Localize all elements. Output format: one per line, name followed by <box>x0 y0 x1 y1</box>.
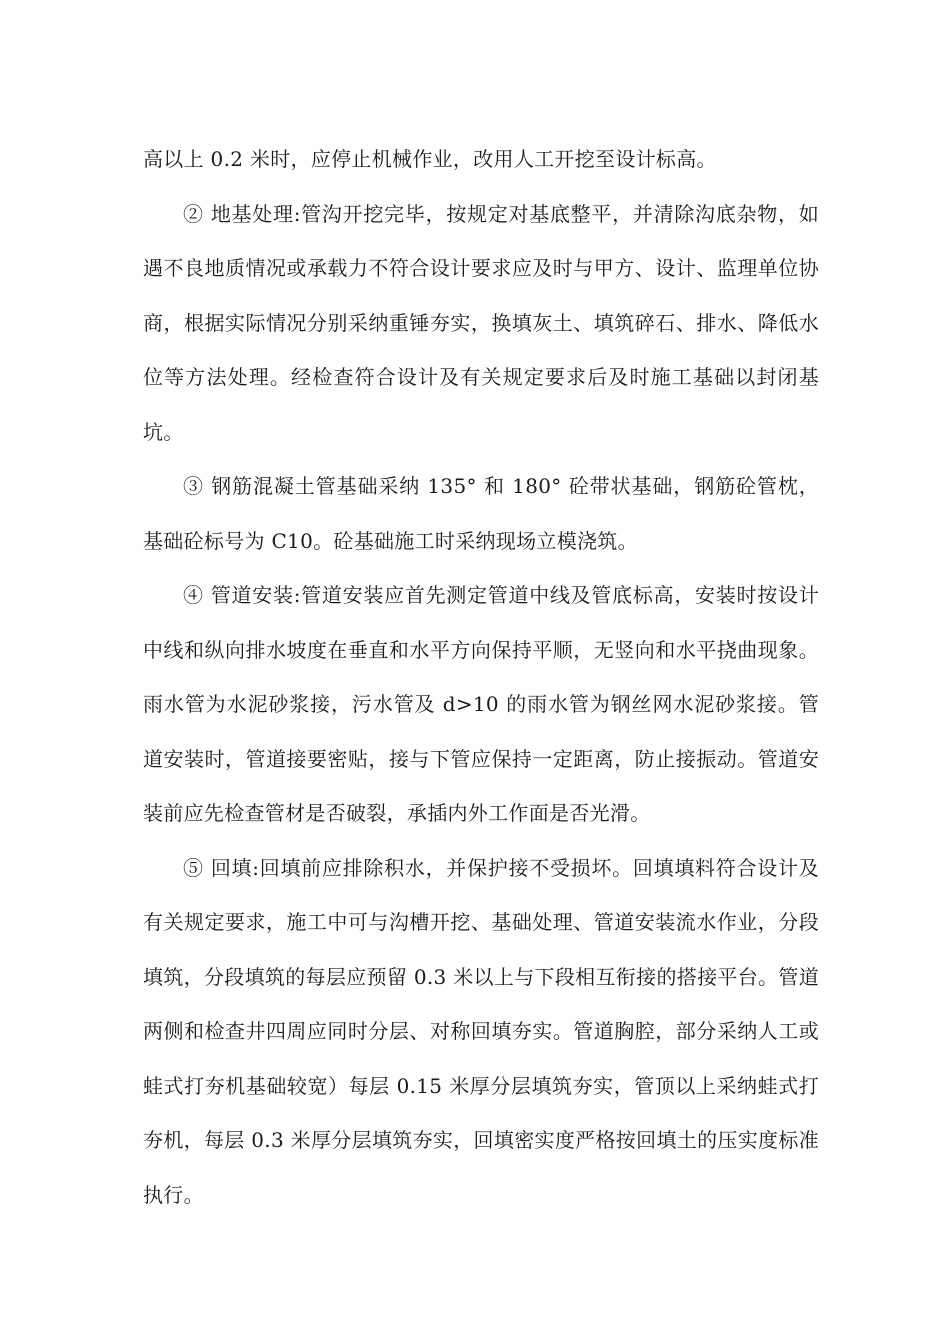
paragraph-continuation: 高以上 0.2 米时，应停止机械作业，改用人工开挖至设计标高。 <box>143 147 717 171</box>
paragraph-concrete-foundation: ③ 钢筋混凝土管基础采纳 135° 和 180° 砼带状基础，钢筋砼管枕，基础砼标号为 C10。砼基础施工时采纳现场立模浇筑。 <box>143 474 819 553</box>
paragraph-pipe-installation: ④ 管道安装:管道安装应首先测定管道中线及管底标高，安装时按设计中线和纵向排水坡度在垂直和水平方向保持平顺，无竖向和水平挠曲现象。雨水管为水泥砂浆接，污水管及 d>10 的雨水管为钢丝网水泥砂浆接。管道安装时，管道接要密贴，接与下管应保持一定距离，防止接振动。管道安装前应先检查管材是否破裂，承插内外工作面是否光滑。 <box>143 583 819 825</box>
document-body <box>143 132 819 1222</box>
paragraph-backfill: ⑤ 回填:回填前应排除积水，并保护接不受损坏。回填填料符合设计及有关规定要求，施工中可与沟槽开挖、基础处理、管道安装流水作业，分段填筑，分段填筑的每层应预留 0.3 米以上与下段相互衔接的搭接平台。管道两侧和检查井四周应同时分层、对称回填夯实。管道胸腔，部分采纳人工或蛙式打夯机基础较宽）每层 0.15 米厚分层填筑夯实，管顶以上采纳蛙式打夯机，每层 0.3 米厚分层填筑夯实，回填密实度严格按回填土的压实度标准执行。 <box>143 855 819 1207</box>
paragraph-foundation-treatment: ② 地基处理:管沟开挖完毕，按规定对基底整平，并清除沟底杂物，如遇不良地质情况或承载力不符合设计要求应及时与甲方、设计、监理单位协商，根据实际情况分别采纳重锤夯实，换填灰土、填筑碎石、排水、降低水位等方法处理。经检查符合设计及有关规定要求后及时施工基础以封闭基坑。 <box>143 201 819 444</box>
